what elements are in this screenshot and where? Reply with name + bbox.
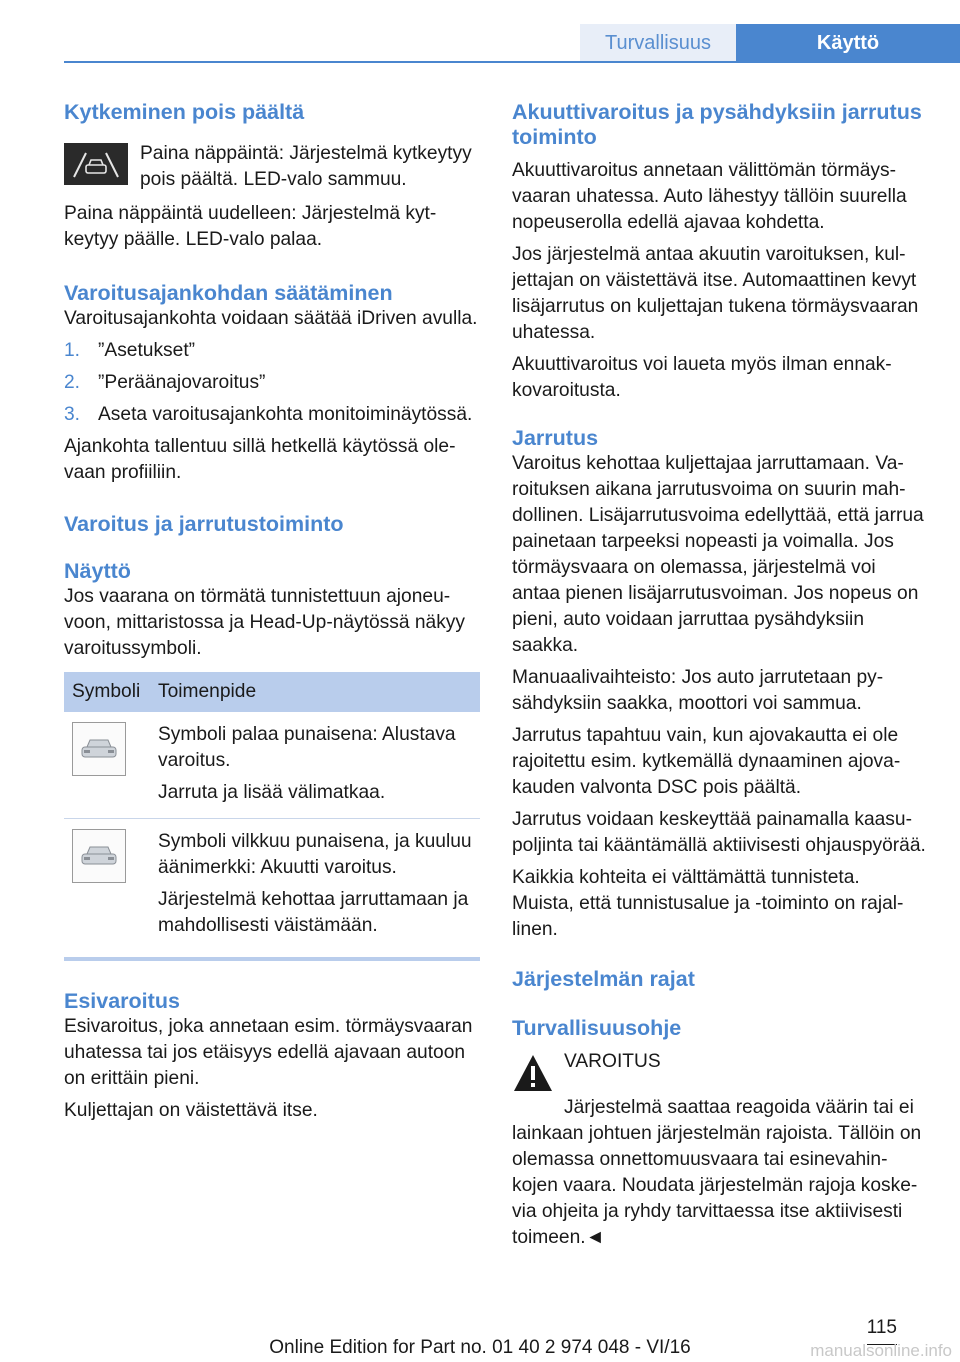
heading-display: Näyttö [64,559,131,583]
warning-title: VAROITUS [564,1051,661,1072]
table-header-row [64,672,480,712]
paragraph-brake-3: Jarrutus tapahtuu vain, kun ajovakautta ei ole rajoitettu esim. kytkemällä dynaaminen ajovakauden valvonta DSC pois päältä. [512,725,901,798]
table-row [64,712,480,819]
table-cell-text: Symboli vilkkuu punaisena, ja kuuluu äänimerkki: Akuutti varoitus. [158,831,472,878]
page-footer [0,1317,960,1360]
warning-triangle-icon [512,1053,554,1093]
warning-text: Järjestelmä saattaa reagoida väärin tai ei lainkaan johtuen järjestelmän rajoista. Tällöin on olemassa onnettomuusvaara tai esinevahinkojen vaara. Noudata järjestelmän rajoja koskevia ohjeita ja ryhdy tarvittaessa itse aktiivisesti toimeen.◄ [512,1097,922,1248]
paragraph-brake-4: Jarrutus voidaan keskeyttää painamalla kaasupoljinta tai kääntämällä aktiivisesti ohjauspyörää. [512,809,926,856]
paragraph-display: Jos vaarana on törmätä tunnistettuun ajoneuvoon, mittaristossa ja Head-Up-näytössä näkyy varoitussymboli. [64,586,465,659]
heading-adjust: Varoitusajankohdan säätäminen [64,281,393,305]
paragraph-saved: Ajankohta tallentuu sillä hetkellä käytössä olevaan profiiliin. [64,436,456,483]
paragraph-pre-2: Kuljettajan on väistettävä itse. [64,1100,318,1121]
steps-list [64,338,480,428]
table-cell-text: Jarruta ja lisää välimatkaa. [158,782,386,803]
paragraph-brake-1: Varoitus kehottaa kuljettajaa jarruttamaan. Varoituksen aikana jarrutusvoima on suurin mahdollinen. Lisäjarrutusvoima edellyttää, että jarrua painetaan tarpeeksi nopeasti ja voimalla. Jos törmäysvaara on olemassa, järjestelmä voi antaa pienen lisäjarrutusvoiman. Jos nopeus on pieni, auto voidaan jarruttaa pysähdyksiin saakka. [512,453,924,656]
table-cell-text: Järjestelmä kehottaa jarruttamaan ja mahdollisesti väistämään. [158,889,469,936]
table-row [64,819,480,952]
table-bottom-rule [64,957,480,961]
paragraph-acute-2: Jos järjestelmä antaa akuutin varoituksen, kuljettajan on väistettävä itse. Automaattinen kevyt lisäjarrutus on kuljettajan tukena törmäysvaaran uhatessa. [512,244,919,343]
heading-braking: Jarrutus [512,426,599,450]
table-cell-text: Symboli palaa punaisena: Alustava varoitus. [158,724,456,771]
paragraph-acute-3: Akuuttivaroitus voi laueta myös ilman ennakkovaroitusta. [512,354,892,401]
symbol-table [64,672,480,951]
header-chapter-tab: Käyttö [736,24,960,62]
page-number: 115 [866,1317,897,1338]
watermark: manualsonline.info [810,1341,952,1360]
car-symbol-icon [72,722,126,776]
left-column [64,100,480,1124]
header-section-tab: Turvallisuus [580,24,736,62]
edition-line: Online Edition for Part no. 01 40 2 974 048 - VI/16 [269,1337,691,1358]
car-symbol-icon [72,829,126,883]
heading-prewarning: Esivaroitus [64,989,180,1013]
column-header-action: Toimenpide [150,672,480,712]
column-header-symbol: Symboli [64,672,150,712]
heading-safety: Turvallisuusohje [512,1016,682,1040]
list-item: 3. Aseta varoitusajankohta monitoiminäytössä. [64,404,473,425]
heading-warning-braking: Varoitus ja jarrutustoiminto [64,512,344,536]
list-item: 1. ”Asetukset” [64,340,196,361]
heading-acute: Akuuttivaroitus ja pysähdyksiin jarrutus toiminto [512,100,922,149]
right-column [512,100,926,1251]
list-item: 2. ”Peräänajovaroitus” [64,372,266,393]
heading-limits: Järjestelmän rajat [512,967,695,991]
paragraph-acute-1: Akuuttivaroitus annetaan välittömän törmäysvaaran uhatessa. Auto lähestyy tällöin suurella nopeuserolla edellä ajavaa kohdetta. [512,160,907,233]
paragraph-off-2: Paina näppäintä uudelleen: Järjestelmä kytkeytyy päälle. LED-valo palaa. [64,203,437,250]
collision-warning-button-icon [64,143,128,185]
header-rule [64,61,960,63]
paragraph-brake-5: Kaikkia kohteita ei välttämättä tunnisteta. Muista, että tunnistusalue ja -toiminto on rajallinen. [512,867,904,940]
button-description [64,141,480,193]
paragraph-brake-2: Manuaalivaihteisto: Jos auto jarrutetaan pysähdyksiin saakka, moottori voi sammua. [512,667,884,714]
warning-block [512,1049,926,1093]
paragraph-off-1: Paina näppäintä: Järjestelmä kytkeytyy pois päältä. LED-valo sammuu. [140,143,472,190]
paragraph-pre-1: Esivaroitus, joka annetaan esim. törmäysvaaran uhatessa tai jos etäisyys edellä ajavaan autoon on erittäin pieni. [64,1016,473,1089]
paragraph-adjust: Varoitusajankohta voidaan säätää iDriven avulla. [64,308,478,329]
heading-switch-off: Kytkeminen pois päältä [64,100,305,124]
